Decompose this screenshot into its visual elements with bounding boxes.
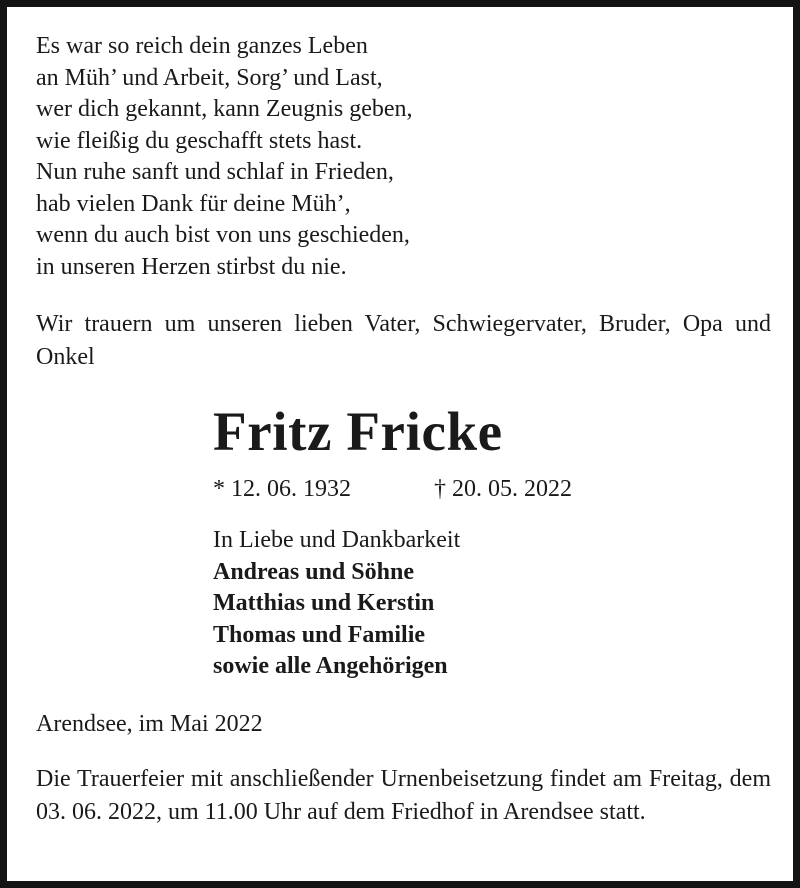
life-dates bbox=[213, 469, 800, 509]
birth-date: * 12. 06. 1932 bbox=[213, 476, 351, 502]
poem-line: in unseren Herzen stirbst du nie. bbox=[36, 253, 347, 280]
deceased-name: Fritz Fricke bbox=[213, 401, 503, 462]
poem-line: Es war so reich dein ganzes Leben bbox=[36, 33, 368, 59]
poem-line: wenn du auch bist von uns geschieden, bbox=[36, 222, 410, 248]
mourning-intro: Wir trauern um unseren lieben Vater, Schwiegervater, Bruder, Opa und Onkel bbox=[36, 311, 771, 370]
mourner-name: Andreas und Söhne bbox=[213, 558, 414, 585]
death-date: † 20. 05. 2022 bbox=[434, 476, 572, 502]
poem-line: hab vielen Dank für deine Müh’, bbox=[36, 190, 351, 217]
mourner-name: sowie alle Angehörigen bbox=[213, 653, 448, 679]
mourners-block bbox=[213, 525, 460, 683]
ceremony-info: Die Trauerfeier mit anschließender Urnenbeisetzung findet am Freitag, dem 03. 06. 2022, um 11.00 Uhr auf dem Friedhof in Arendsee statt. bbox=[36, 766, 771, 825]
poem-line: wie fleißig du geschafft stets hast. bbox=[36, 127, 363, 154]
poem-line: an Müh’ und Arbeit, Sorg’ und Last, bbox=[36, 64, 383, 91]
mourner-name: Thomas und Familie bbox=[213, 621, 426, 648]
mourners-intro: In Liebe und Dankbarkeit bbox=[213, 527, 461, 553]
place-date: Arendsee, im Mai 2022 bbox=[36, 711, 263, 737]
poem-line: wer dich gekannt, kann Zeugnis geben, bbox=[36, 96, 413, 122]
mourner-name: Matthias und Kerstin bbox=[213, 590, 435, 616]
poem-line: Nun ruhe sanft und schlaf in Frieden, bbox=[36, 159, 394, 185]
poem bbox=[36, 31, 776, 283]
